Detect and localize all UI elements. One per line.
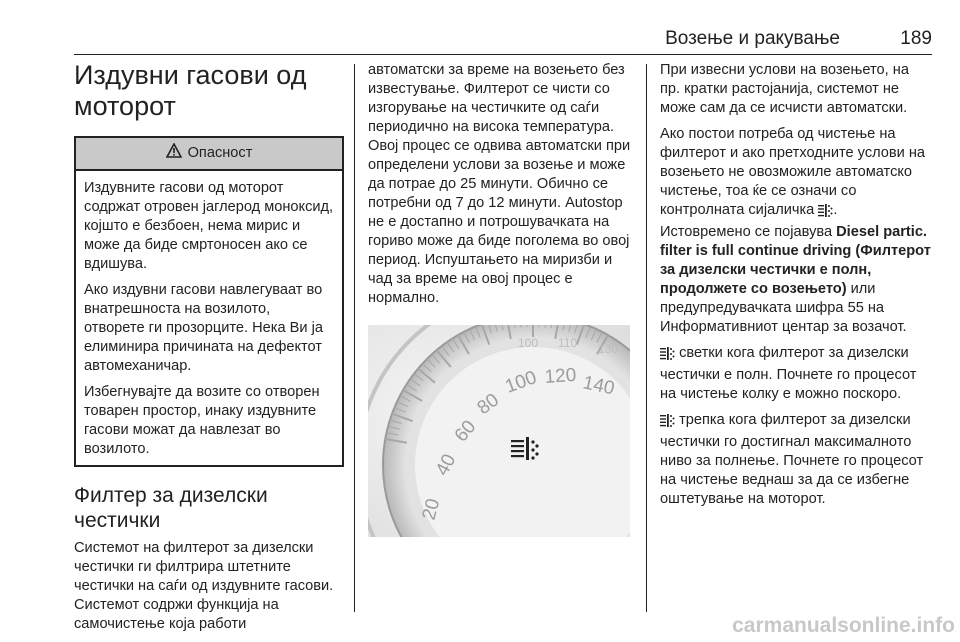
body-paragraph [660, 411, 932, 509]
outer-scale-label: 110 [558, 336, 578, 350]
subsection-heading: Филтер за дизелски честички [74, 484, 268, 532]
column-3 [660, 61, 932, 516]
inner-scale-label: 80 [473, 389, 504, 420]
outer-scale-label: 100 [518, 336, 539, 350]
page-number: 189 [900, 28, 932, 49]
p2-text-before: Ако постои потреба од чистење на филтерот и ако претходните услови на возењето не овозможиле автоматско чистење, тоа ќе се означи со контролната сијаличка [660, 126, 926, 218]
danger-paragraph: Избегнувајте да возите со отворен товарен простор, инаку издувните гасови можат да навлезат во возилото. [84, 384, 320, 457]
danger-box [74, 136, 344, 467]
dial-tick [539, 325, 540, 327]
danger-paragraph: Ако издувни гасови навлегуваат во внатрешноста на возилото, отворете ги прозорците. Нека Ви ја елиминира причината на дефектот автомеханичар. [84, 282, 323, 374]
body-paragraph: Системот на филтерот за дизелски честички ги филтрира штетните честички на саѓи од издувните гасови. Системот содржи функција на самочистење која работи [74, 540, 334, 632]
diesel-filter-indicator-icon [660, 347, 675, 366]
p2-text-mid: . Истовремено се појавува [660, 202, 838, 240]
body-paragraph [660, 344, 932, 404]
danger-box-title: Опасност [187, 145, 253, 161]
column-divider-1 [354, 64, 355, 612]
inner-scale-label: 40 [431, 450, 461, 480]
inner-scale-label: 100 [502, 367, 540, 398]
danger-box-header [76, 138, 342, 171]
body-paragraph: При извесни услови на возењето, на пр. кратки растојанија, системот не може сам да се исчисти автоматски. [660, 62, 909, 116]
column-1 [74, 60, 344, 641]
column-2 [368, 61, 636, 537]
inner-scale-label: 120 [543, 364, 577, 388]
column-divider-2 [646, 64, 647, 612]
section-heading: Издувни гасови од моторот [74, 60, 307, 121]
inner-scale-label: 20 [418, 496, 445, 523]
body-paragraph [660, 125, 932, 337]
p2-text-after: или предупредувачката шифра 55 на Информативниот центар за возачот. [660, 281, 907, 335]
diesel-filter-indicator-icon [818, 204, 833, 223]
body-paragraph: автоматски за време на возењето без известување. Филтерот се чисти со изгорување на честичките од саѓи периодично на висока температура. Овој процес се одвива автоматски при определени услови за возење и може да потрае до 25 минути. Обично се потребни од 7 до 12 минути. Autostop не е достапно и потрошувачката на гориво може да биде поголема во овој период. Испуштањето на миризби и чад за време на овој процес е нормално. [368, 62, 631, 306]
danger-paragraph: Издувните гасови од моторот содржат отровен јаглерод моноксид, којшто е безбоен, нема мирис и може да биде смртоносен ако се вдишува. [84, 180, 334, 272]
outer-scale-label: 130 [598, 342, 619, 356]
p4-text: трепка кога филтерот за дизелски честички го достигнал максималното ниво за полнење. Почнете го процесот на чистење веднаш за да се избегне оштетување на моторот. [660, 412, 924, 507]
inner-scale-label: 140 [580, 372, 617, 400]
running-header-title: Возење и ракување [665, 28, 840, 49]
diesel-filter-indicator-icon [660, 414, 675, 433]
watermark: carmanualsonline.info [732, 614, 955, 637]
driver-info-message: Diesel partic. filter is full continue driving (Филтерот за дизелски честички е полн, продолжете со возењето) [660, 224, 931, 297]
header-rule [74, 54, 932, 55]
dial-tick [526, 325, 527, 327]
inner-scale-label: 60 [450, 416, 481, 447]
speedometer-figure [368, 325, 630, 537]
warning-triangle-icon [166, 143, 182, 164]
p3-text: светки кога филтерот за дизелски честички е полн. Почнете го процесот на чистење колку е можно поскоро. [660, 345, 917, 402]
